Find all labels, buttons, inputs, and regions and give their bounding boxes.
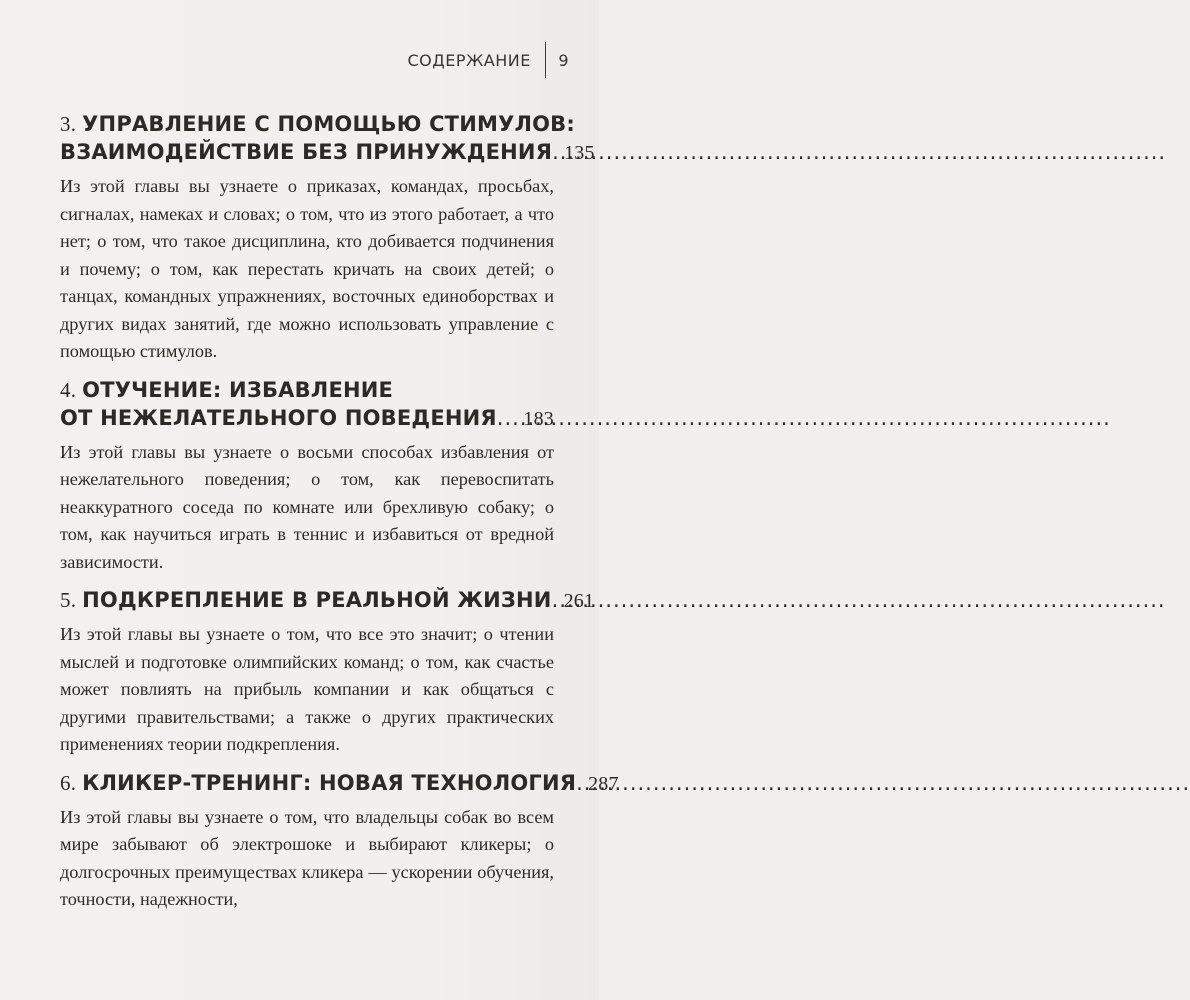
toc-entry-description: Из этой главы вы узнаете о приказах, командах, просьбах, сигналах, намеках и словах; о том, что из этого работает, а что нет; о том, что такое дисциплина, кто добивается подчинения и почему; о том, как перестать кричать на своих детей; о танцах, командных упражнениях, восточных единоборствах и других видах занятий, где можно использовать управление с помощью стимулов. bbox=[60, 176, 554, 361]
toc-entry-title-line1: КЛИКЕР-ТРЕНИНГ: НОВАЯ ТЕХНОЛОГИЯ bbox=[82, 770, 577, 795]
toc-entry-page: 183 bbox=[523, 407, 554, 430]
toc-entry-number: 6. bbox=[60, 770, 77, 795]
dot-leader bbox=[576, 769, 586, 797]
toc-entry-4 bbox=[60, 376, 554, 577]
toc-entry-title-line1: УПРАВЛЕНИЕ С ПОМОЩЬЮ СТИМУЛОВ: bbox=[82, 112, 575, 136]
toc-entry-6 bbox=[60, 769, 619, 914]
toc-entry-title bbox=[60, 376, 554, 433]
header-page-number: 9 bbox=[558, 50, 569, 70]
toc-entry-title-line1: ПОДКРЕПЛЕНИЕ В РЕАЛЬНОЙ ЖИЗНИ bbox=[82, 588, 552, 612]
toc-entry-title bbox=[60, 769, 619, 798]
toc-entry-number: 4. bbox=[60, 377, 77, 402]
toc-entry-5 bbox=[60, 586, 595, 759]
toc-content bbox=[60, 110, 619, 922]
header-divider bbox=[545, 42, 547, 78]
running-header bbox=[408, 40, 570, 80]
header-section-title: СОДЕРЖАНИЕ bbox=[407, 50, 531, 70]
dot-leader bbox=[552, 138, 562, 166]
toc-entry-title-line1: ОТУЧЕНИЕ: ИЗБАВЛЕНИЕ bbox=[82, 377, 394, 402]
toc-entry-number: 3. bbox=[60, 112, 77, 136]
toc-entry-description: Из этой главы вы узнаете о восьми способах избавления от нежелательного поведения; о том, как перевоспитать неаккуратного соседа по комнате или брехливую собаку; о том, как научиться играть в теннис и избавиться от вредной зависимости. bbox=[60, 441, 554, 572]
toc-entry-description: Из этой главы вы узнаете о том, что владельцы собак во всем мире забывают об электрошоке и выбирают кликеры; о долгосрочных преимуществах кликера — ускорении обучения, точности, надежности, bbox=[60, 806, 554, 909]
toc-entry-description: Из этой главы вы узнаете о том, что все это значит; о чтении мыслей и подготовке олимпийских команд; о том, как счастье может повлиять на прибыль компании и как общаться с другими правительствами; а также о других практических применениях теории подкрепления. bbox=[60, 624, 554, 754]
toc-entry-page: 287 bbox=[588, 772, 619, 795]
toc-entry-title-line2: ВЗАИМОДЕЙСТВИЕ БЕЗ ПРИНУЖДЕНИЯ bbox=[60, 140, 553, 164]
toc-entry-number: 5. bbox=[60, 588, 77, 612]
toc-entry-title-line2: ОТ НЕЖЕЛАТЕЛЬНОГО ПОВЕДЕНИЯ bbox=[60, 405, 497, 430]
toc-entry-title bbox=[60, 586, 595, 615]
dot-leader bbox=[552, 586, 562, 614]
toc-entry-3 bbox=[60, 110, 595, 366]
toc-entry-title bbox=[60, 110, 595, 167]
toc-entry-page: 135 bbox=[564, 142, 595, 164]
dot-leader bbox=[497, 404, 522, 432]
toc-entry-page: 261 bbox=[563, 590, 595, 612]
